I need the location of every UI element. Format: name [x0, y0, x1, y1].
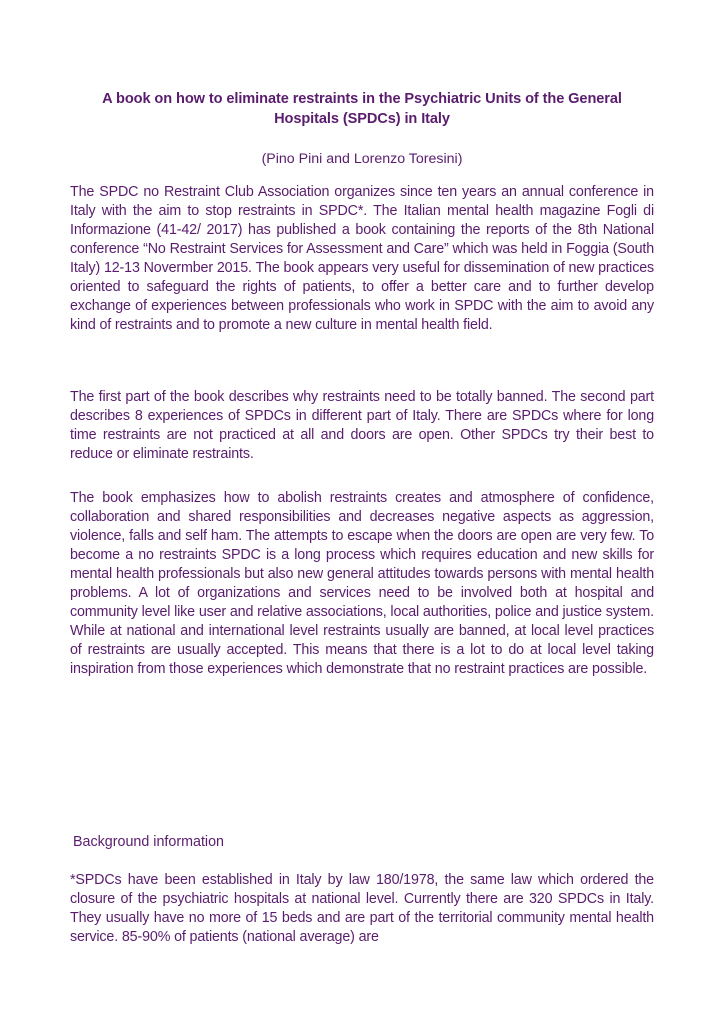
paragraph-intro: The SPDC no Restraint Club Association organizes since ten years an annual conference in Italy with the aim to stop restraints in SPDC*. The Italian mental health magazine Fogli di Informazione (41-42/ 2017) has published a book containing the reports of the 8th National conference “No Restraint Services for Assessment and Care” which was held in Foggia (South Italy) 12-13 Novermber 2015. The book appears very useful for dissemination of new practices oriented to safeguard the rights of patients, to offer a better care and to further develop exchange of experiences between professionals who work in SPDC with the aim to avoid any kind of restraints and to promote a new culture in mental health field.: [70, 184, 654, 333]
paragraph-background: *SPDCs have been established in Italy by law 180/1978, the same law which ordered the closure of the psychiatric hospitals at national level. Currently there are 320 SPDCs in Italy. They usually have no more of 15 beds and are part of the territorial community mental health service. 85-90% of patients (national average) are: [70, 872, 654, 945]
paragraph-book-emphasis: The book emphasizes how to abolish restraints creates and atmosphere of confidence, collaboration and shared responsibilities and decreases negative aspects as aggression, violence, falls and self ham. The attempts to escape when the doors are open are very few. To become a no restraints SPDC is a long process which requires education and new skills for mental health professionals but also new general attitudes towards persons with mental health problems. A lot of organizations and services need to be involved both at hospital and community level like user and relative associations, local authorities, police and justice system. While at national and international level restraints usually are banned, at local level practices of restraints are usually accepted. This means that there is a lot to do at local level taking inspiration from those experiences which demonstrate that no restraint practices are possible.: [70, 490, 654, 677]
background-heading: Background information: [73, 834, 224, 850]
document-authors: (Pino Pini and Lorenzo Toresini): [261, 151, 463, 167]
paragraph-book-structure: The first part of the book describes why restraints need to be totally banned. The second part describes 8 experiences of SPDCs in different part of Italy. There are SPDCs where for long time restraints are not practiced at all and doors are open. Other SPDCs try their best to reduce or eliminate restraints.: [70, 389, 654, 462]
document-title: A book on how to eliminate restraints in the Psychiatric Units of the General Hospitals (SPDCs) in Italy: [102, 91, 622, 127]
